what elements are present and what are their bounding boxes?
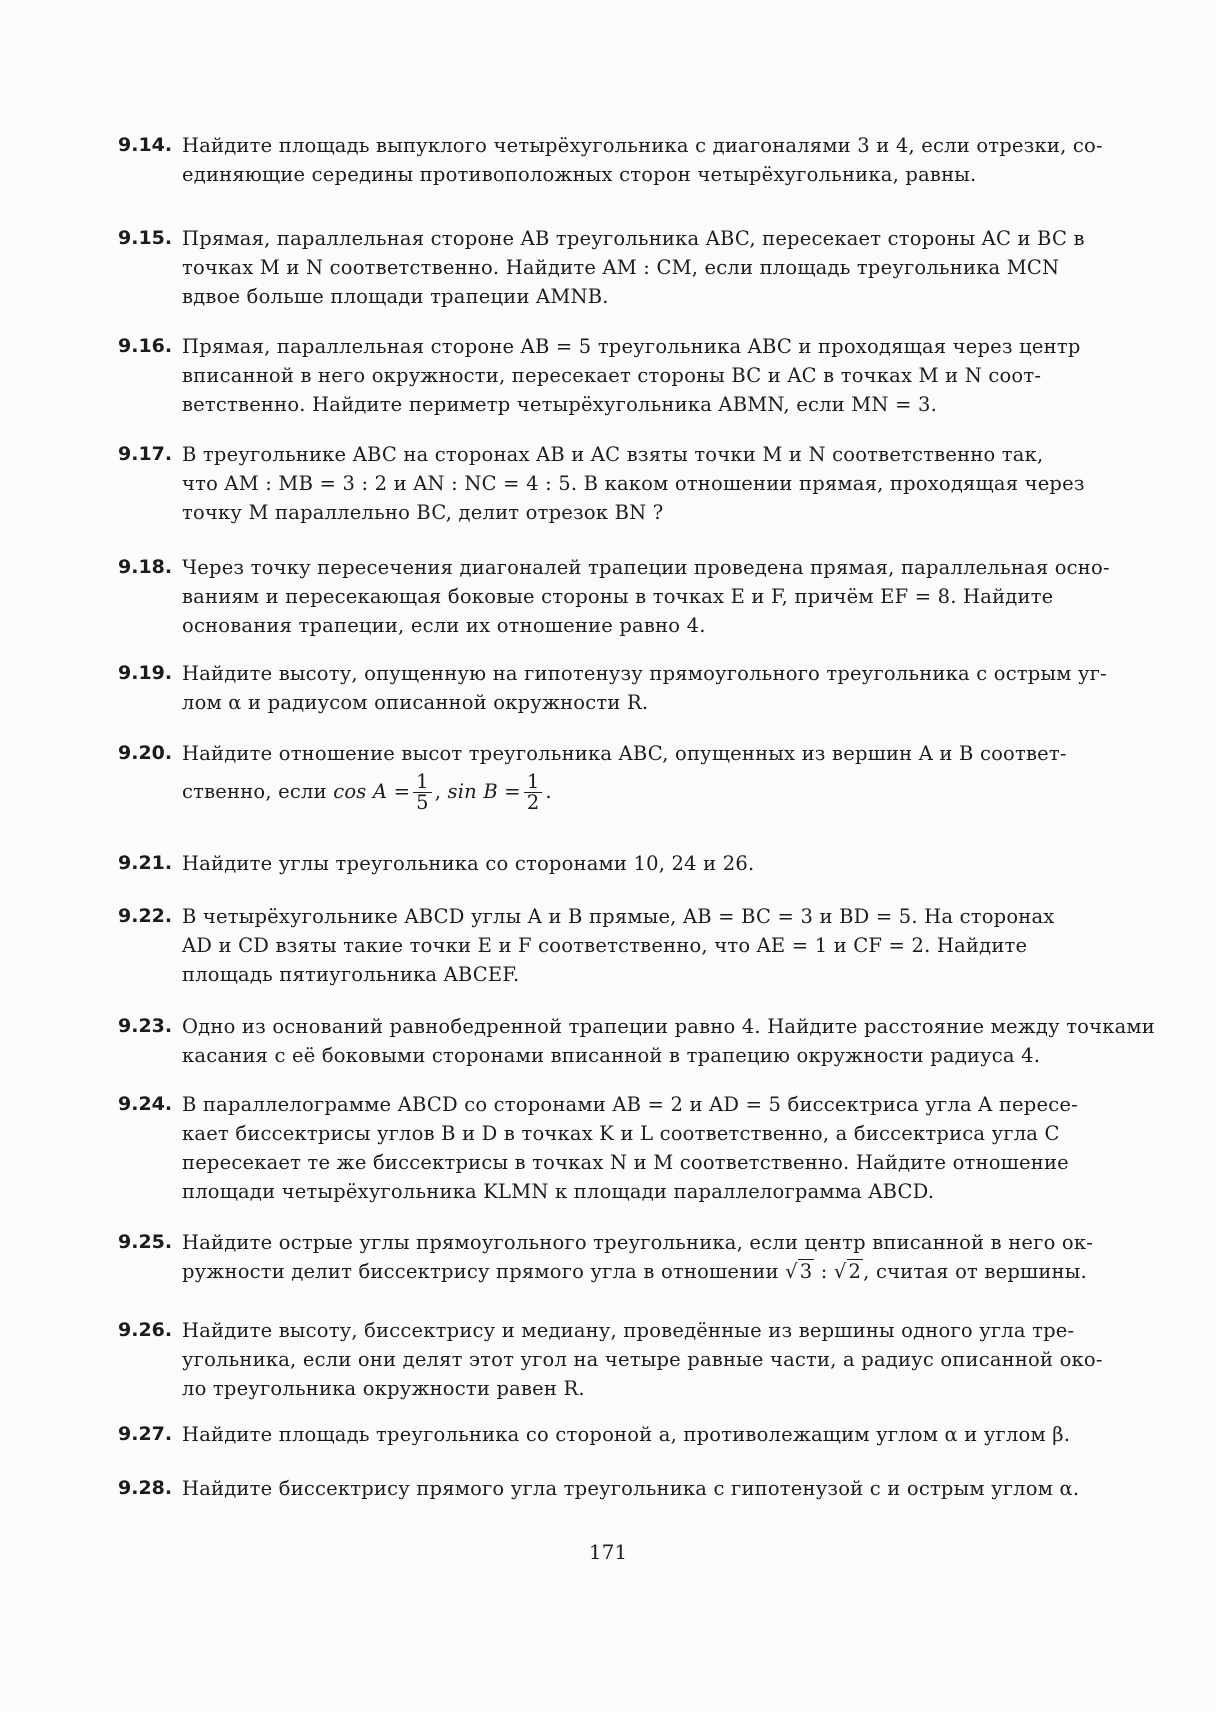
problem-line: Найдите высоту, опущенную на гипотенузу прямоугольного треугольника с острым уг- — [182, 662, 1107, 685]
problem-number: 9.17. — [118, 443, 173, 465]
problem-number: 9.21. — [118, 852, 173, 874]
problem-line: Найдите площадь треугольника со стороной a, противолежащим углом α и углом β. — [182, 1423, 1071, 1446]
sqrt-b: √ 2 — [833, 1260, 862, 1283]
problem-line: что AM : MB = 3 : 2 и AN : NC = 4 : 5. В каком отношении прямая, проходящая через — [182, 472, 1085, 495]
page-number: 171 — [588, 1540, 628, 1564]
problem-number: 9.22. — [118, 905, 173, 927]
problem-9-23 — [118, 1012, 1170, 1070]
problem-line: Прямая, параллельная стороне AB = 5 треугольника ABC и проходящая через центр — [182, 335, 1081, 358]
radicand: 2 — [848, 1260, 862, 1283]
fraction-denominator: 2 — [526, 791, 540, 814]
problem-line: точках M и N соответственно. Найдите AM : CM, если площадь треугольника MCN — [182, 256, 1060, 279]
problem-line-with-formula: ственно, если cos A = $\frac{1}{5}$ , sin B = $\frac{1}{2}$ . — [182, 770, 552, 814]
problem-line: Найдите углы треугольника со сторонами 10, 24 и 26. — [182, 852, 755, 875]
problem-line: Найдите отношение высот треугольника ABC, опущенных из вершин A и B соответ- — [182, 742, 1067, 765]
fraction-cos — [413, 772, 432, 813]
problem-9-18 — [118, 553, 1170, 640]
problem-line: Через точку пересечения диагоналей трапеции проведена прямая, параллельная осно- — [182, 556, 1110, 579]
problem-9-21 — [118, 849, 1170, 878]
problem-line: единяющие середины противоположных сторон четырёхугольника, равны. — [182, 163, 977, 186]
problem-line-with-formula: ружности делит биссектрису прямого угла в отношении √ 3 : √ 2 , считая от вершины. — [182, 1257, 1170, 1286]
problem-line: В треугольнике ABC на сторонах AB и AC взяты точки M и N соответственно так, — [182, 443, 1044, 466]
problem-9-20 — [118, 739, 1170, 813]
sin-label: sin B = — [447, 780, 521, 803]
problem-line: Найдите острые углы прямоугольного треугольника, если центр вписанной в него ок- — [182, 1231, 1094, 1254]
problem-9-26 — [118, 1316, 1170, 1403]
problem-9-14 — [118, 131, 1170, 189]
problem-9-16 — [118, 332, 1170, 419]
problem-line: кает биссектрисы углов B и D в точках K и L соответственно, а биссектриса угла C — [182, 1122, 1060, 1145]
problem-number: 9.14. — [118, 134, 173, 156]
problem-number: 9.16. — [118, 335, 173, 357]
problem-line: Одно из оснований равнобедренной трапеции равно 4. Найдите расстояние между точками — [182, 1015, 1155, 1038]
problem-line: точку M параллельно BC, делит отрезок BN ? — [182, 501, 664, 524]
problem-line: основания трапеции, если их отношение равно 4. — [182, 614, 706, 637]
problem-line: В четырёхугольнике ABCD углы A и B прямые, AB = BC = 3 и BD = 5. На сторонах — [182, 905, 1055, 928]
problem-line: ственно, если — [182, 780, 327, 803]
problem-number: 9.24. — [118, 1093, 173, 1115]
problem-number: 9.25. — [118, 1231, 173, 1253]
problem-line: касания с её боковыми сторонами вписанной в трапецию окружности радиуса 4. — [182, 1044, 1041, 1067]
problem-line: Прямая, параллельная стороне AB треугольника ABC, пересекает стороны AC и BC в — [182, 227, 1085, 250]
problem-9-27 — [118, 1420, 1170, 1449]
problem-line: площадь пятиугольника ABCEF. — [182, 963, 520, 986]
problem-number: 9.27. — [118, 1423, 173, 1445]
problem-line: ружности делит биссектрису прямого угла в отношении — [182, 1260, 779, 1283]
problem-9-15 — [118, 224, 1170, 311]
sqrt-a: √ 3 — [785, 1260, 813, 1283]
problem-number: 9.23. — [118, 1015, 173, 1037]
fraction-denominator: 5 — [416, 791, 429, 814]
fraction-sin — [524, 772, 543, 813]
problem-9-17 — [118, 440, 1170, 527]
problem-9-19 — [118, 659, 1170, 717]
problem-number: 9.20. — [118, 742, 173, 764]
fraction-numerator: 1 — [524, 772, 543, 793]
problem-number: 9.26. — [118, 1319, 173, 1341]
problem-line-tail: , считая от вершины. — [863, 1260, 1087, 1283]
problem-number: 9.18. — [118, 556, 173, 578]
problem-line: Найдите площадь выпуклого четырёхугольника с диагоналями 3 и 4, если отрезки, со- — [182, 134, 1103, 157]
problem-9-25 — [118, 1228, 1170, 1286]
problem-line: ветственно. Найдите периметр четырёхугольника ABMN, если MN = 3. — [182, 393, 938, 416]
problem-line: площади четырёхугольника KLMN к площади параллелограмма ABCD. — [182, 1180, 935, 1203]
problem-number: 9.19. — [118, 662, 173, 684]
problem-number: 9.15. — [118, 227, 173, 249]
problem-number: 9.28. — [118, 1477, 173, 1499]
problem-line: лом α и радиусом описанной окружности R. — [182, 691, 649, 714]
problem-9-24 — [118, 1090, 1170, 1206]
cos-label: cos A = — [333, 780, 411, 803]
problem-line: угольника, если они делят этот угол на четыре равные части, а радиус описанной око- — [182, 1348, 1103, 1371]
problem-line: вписанной в него окружности, пересекает стороны BC и AC в точках M и N соот- — [182, 364, 1042, 387]
problem-line: AD и CD взяты такие точки E и F соответственно, что AE = 1 и CF = 2. Найдите — [182, 934, 1028, 957]
problem-line: Найдите высоту, биссектрису и медиану, проведённые из вершины одного угла тре- — [182, 1319, 1075, 1342]
problem-line: ваниям и пересекающая боковые стороны в точках E и F, причём EF = 8. Найдите — [182, 585, 1054, 608]
radicand: 3 — [799, 1260, 813, 1283]
problem-line: пересекает те же биссектрисы в точках N и M соответственно. Найдите отношение — [182, 1151, 1069, 1174]
problem-line: Найдите биссектрису прямого угла треугольника с гипотенузой c и острым углом α. — [182, 1477, 1080, 1500]
problem-line: вдвое больше площади трапеции AMNB. — [182, 285, 609, 308]
problem-line: В параллелограмме ABCD со сторонами AB = 2 и AD = 5 биссектриса угла A пересе- — [182, 1093, 1078, 1116]
problem-9-28 — [118, 1474, 1170, 1503]
problem-9-22 — [118, 902, 1170, 989]
fraction-numerator: 1 — [413, 772, 432, 793]
problem-line: ло треугольника окружности равен R. — [182, 1377, 585, 1400]
